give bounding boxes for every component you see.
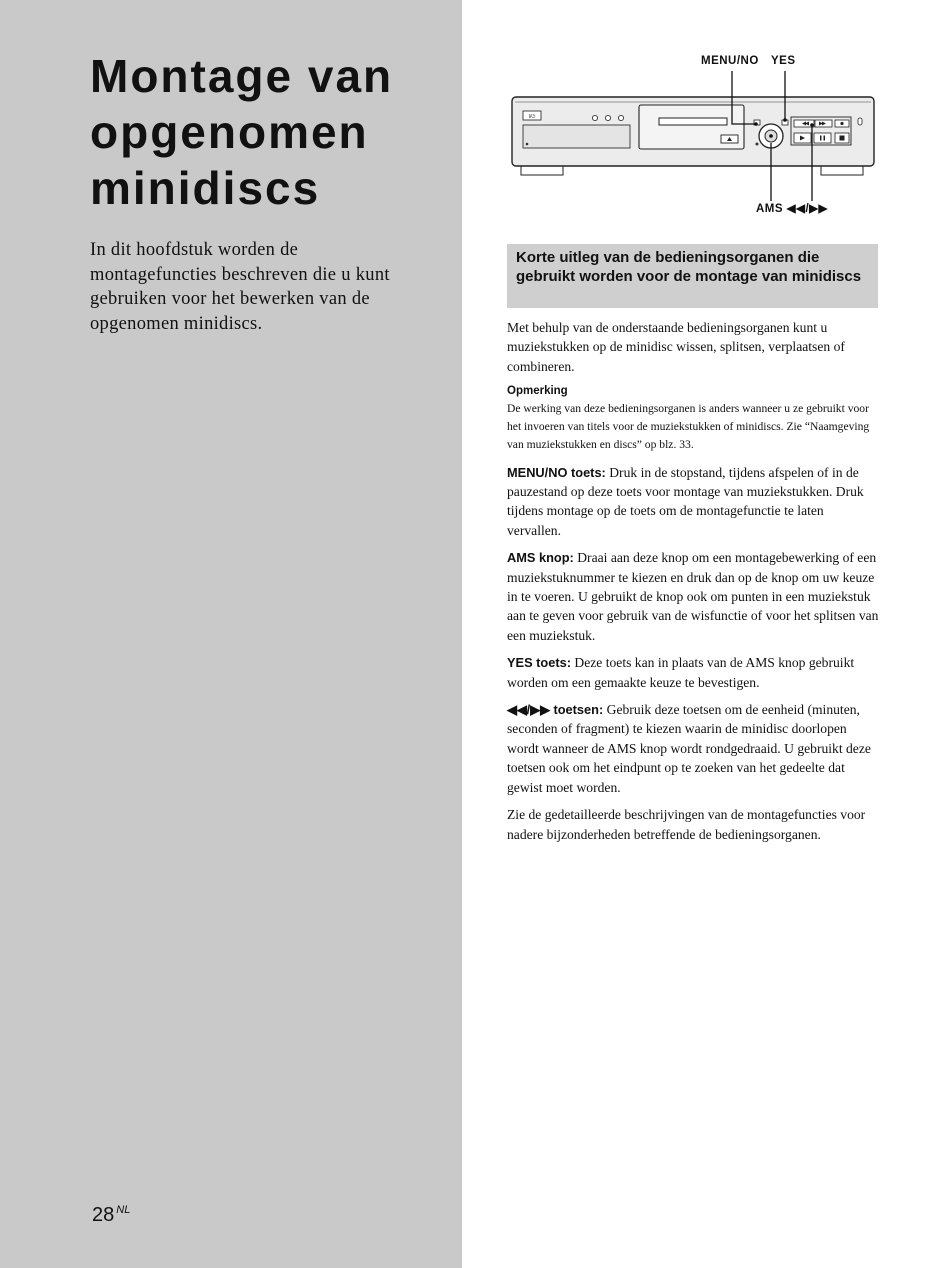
chapter-title-line-1: Montage van	[90, 50, 394, 102]
item-text: Deze toets kan in plaats van de AMS knop gebruikt worden om een gemaakte keuze te bevestigen.	[507, 655, 855, 690]
chapter-intro: In dit hoofdstuk worden de montagefuncties beschreven die u kunt gebruiken voor het bewerken van de opgenomen minidiscs.	[90, 240, 390, 334]
section-intro: Met behulp van de onderstaande bedieningsorganen kunt u muziekstukken op de minidisc wissen, splitsen, verplaatsen of combineren.	[507, 320, 845, 374]
small-buttons	[592, 115, 623, 120]
section-closing: Zie de gedetailleerde beschrijvingen van de montagefuncties voor nadere bijzonderheden betreffende de bedieningsorganen.	[507, 807, 866, 842]
chapter-title-line-2: opgenomen	[90, 106, 369, 158]
item-term: ◀◀/▶▶ toetsen:	[507, 702, 604, 718]
item-term: MENU/NO toets:	[507, 464, 606, 480]
md-deck-diagram	[506, 48, 886, 228]
power-label: I/⏻	[528, 114, 536, 120]
display-window	[523, 125, 630, 148]
item-yes	[507, 653, 879, 692]
item-text: Gebruik deze toetsen om de eenheid (minuten, seconden of fragment) te kiezen waarin de minidisc doorlopen wordt wanneer de AMS knop wordt rondgedraaid. U gebruikt deze toetsen ook om het eindpunt op te zoeken van het gedeelte dat gewist moet worden.	[507, 702, 871, 795]
item-ams	[507, 548, 879, 645]
page-number	[92, 1204, 130, 1227]
section-heading-box	[507, 244, 878, 308]
section-title: Korte uitleg van de bedieningsorganen die gebruikt worden voor de montage van minidiscs	[516, 249, 862, 285]
chapter-title	[90, 48, 393, 216]
md-deck-illustration	[506, 48, 886, 228]
item-term: AMS knop:	[507, 550, 574, 566]
label-menu-no: MENU/NO	[701, 55, 759, 67]
item-menu-no	[507, 463, 879, 541]
label-ams: AMS ◀◀/▶▶	[756, 203, 828, 215]
disc-slot	[659, 118, 727, 125]
item-text: Draai aan deze knop om een montagebewerking of een muziekstuknummer te kiezen en druk dan op de knop om uw keuze in te voeren. U gebruikt de knop ook om punten in een muziekstuk aan te geven voor gebruik van de wisfunctie of voor het splitsen van een muziekstuk.	[507, 550, 879, 643]
item-term: YES toets:	[507, 655, 571, 671]
item-text: Druk in de stopstand, tijdens afspelen of in de pauzestand op deze toets voor montage van muziekstukken. Druk tijdens montage op de toets om de montagefunctie te laten vervallen.	[507, 464, 864, 538]
chapter-title-line-3: minidiscs	[90, 162, 321, 214]
page-language-suffix: NL	[116, 1204, 131, 1216]
note-text: De werking van deze bedieningsorganen is anders wanneer u ze gebruikt voor het invoeren van titels voor de muziekstukken of minidiscs. Zie “Naamgeving van muziekstukken en discs” op blz. 33.	[507, 402, 870, 451]
page-number-value: 28	[92, 1204, 115, 1226]
item-skip-buttons	[507, 700, 879, 797]
note-heading: Opmerking	[507, 385, 568, 398]
phones-jack	[858, 118, 862, 125]
body-column	[507, 318, 879, 852]
label-yes: YES	[771, 55, 796, 67]
